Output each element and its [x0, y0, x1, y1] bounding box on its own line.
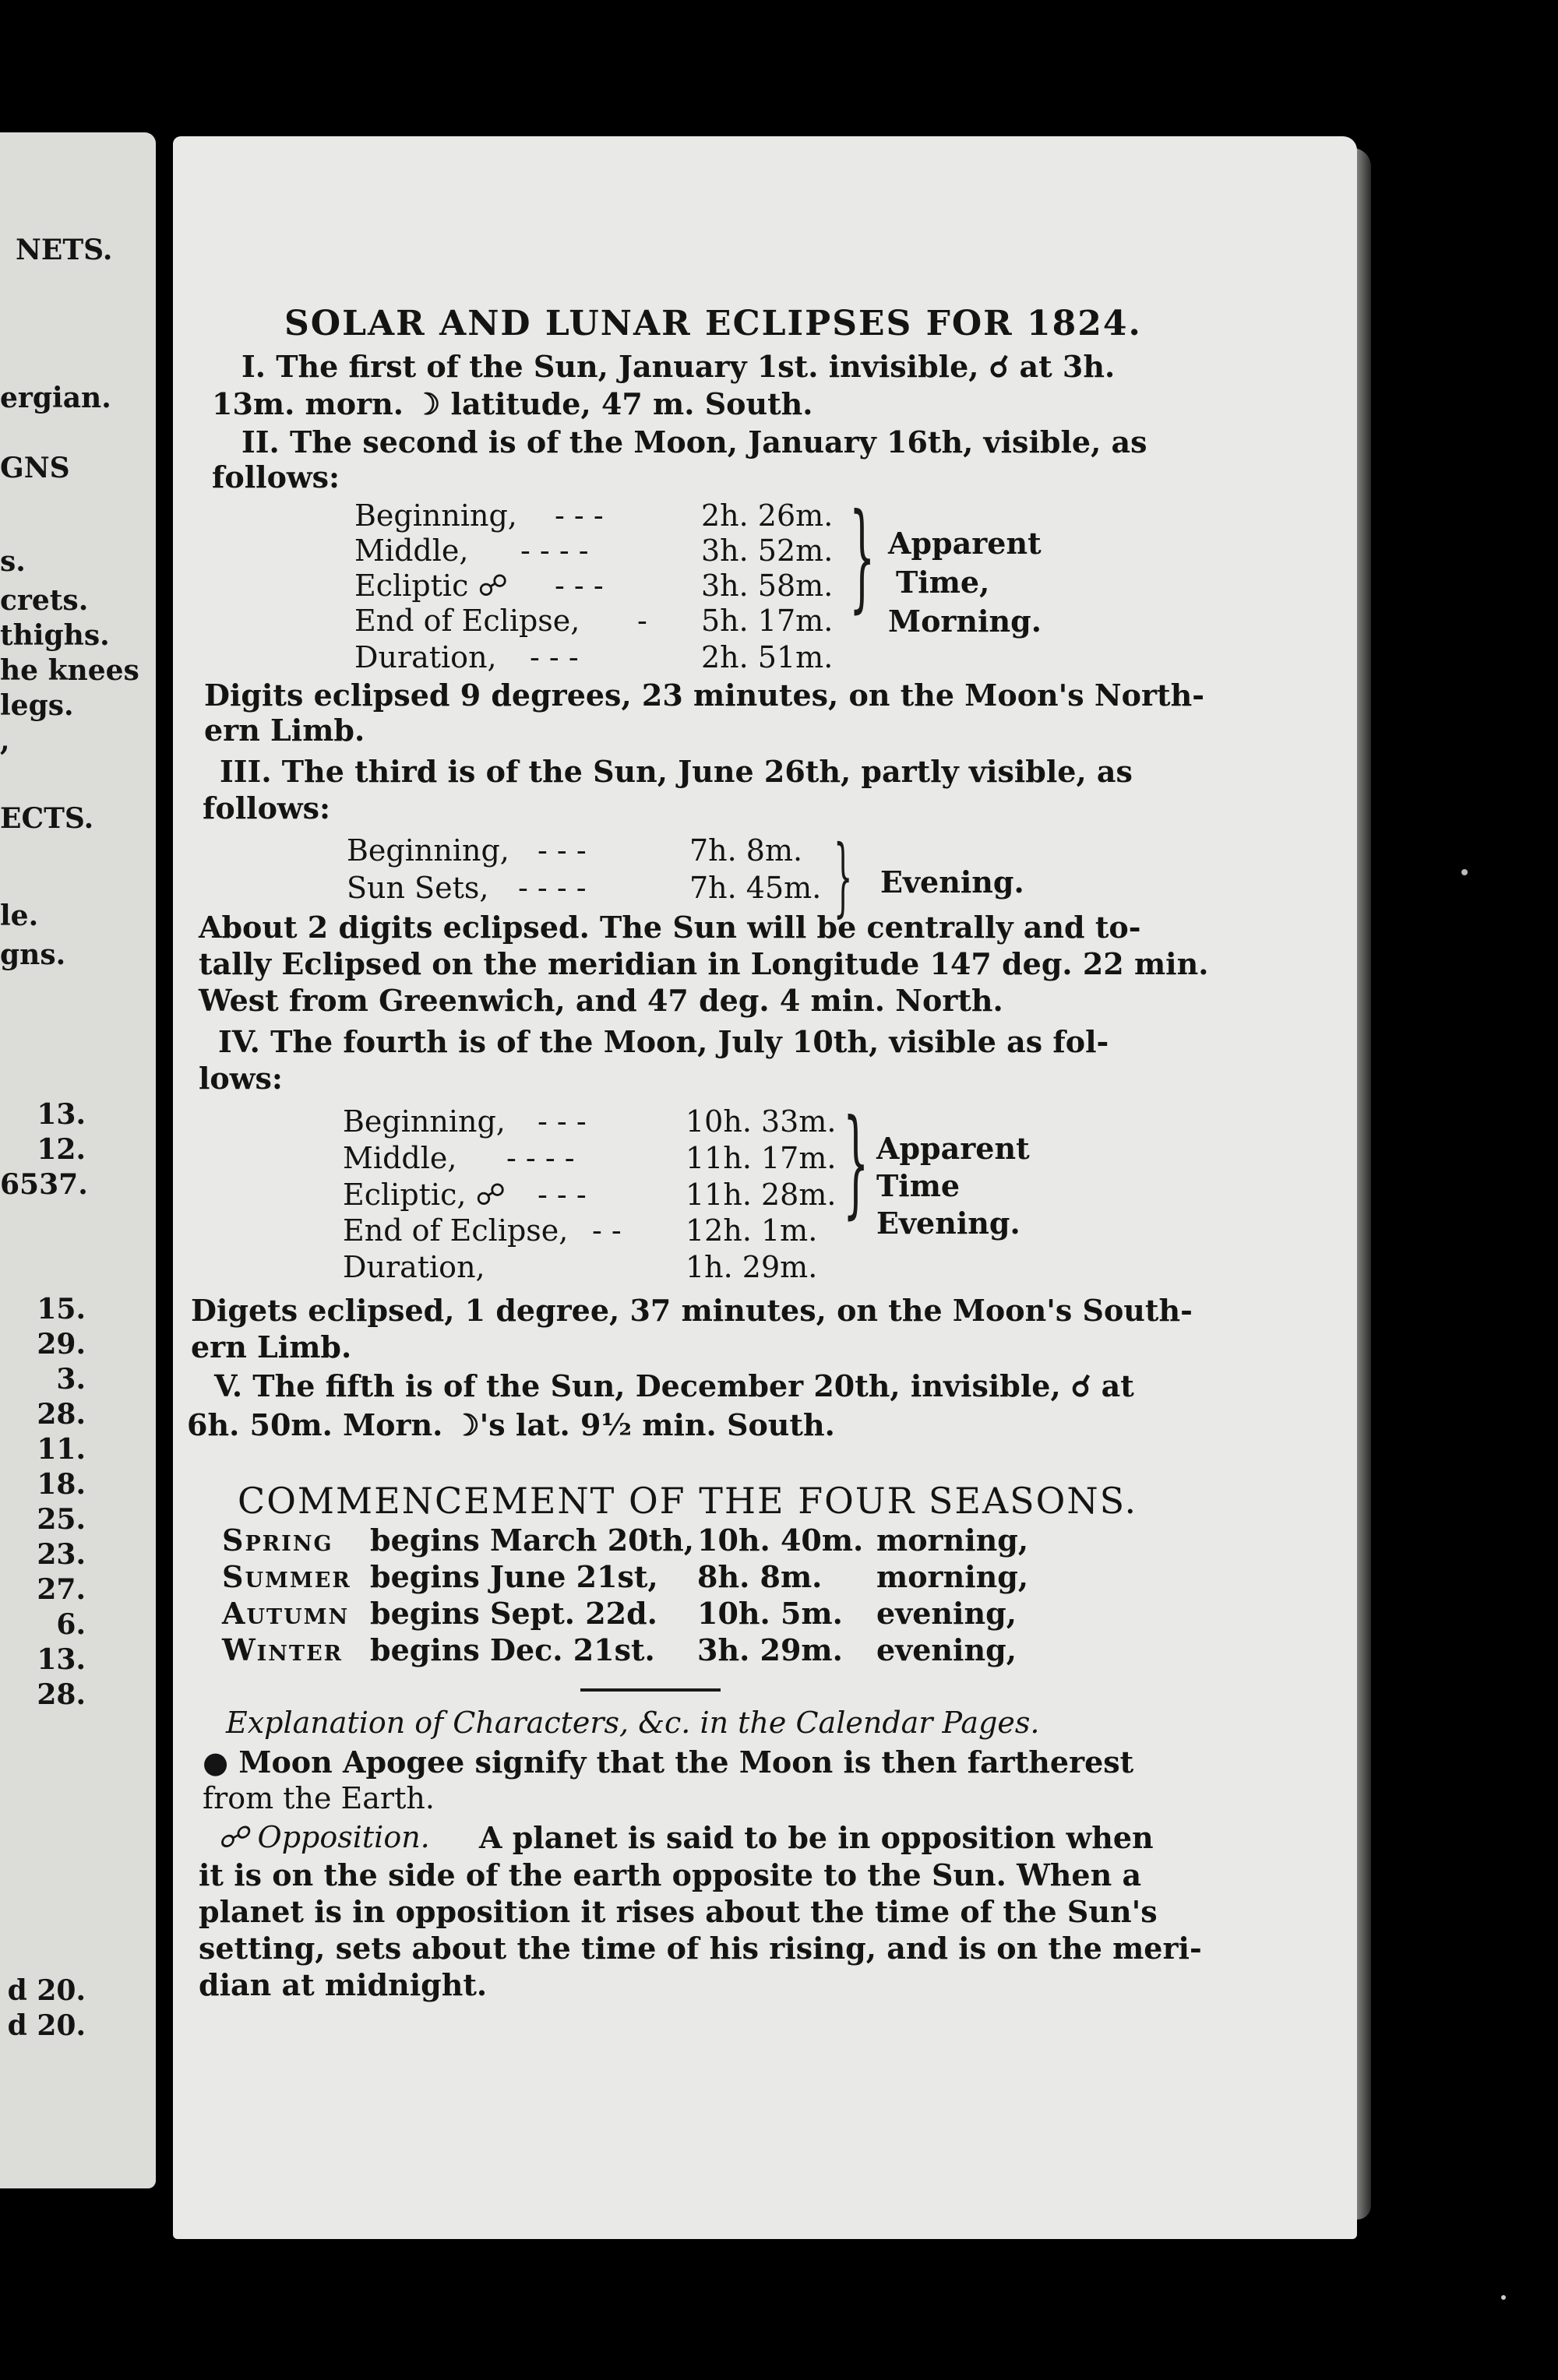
eclipse-3-note: Evening. — [880, 864, 1024, 900]
left-line: thighs. — [0, 619, 110, 652]
eclipse-4-digits-1: Digets eclipsed, 1 degree, 37 minutes, on the Moon's South- — [191, 1293, 1193, 1328]
season-begins: begins June 21st, — [370, 1559, 658, 1594]
section-divider — [580, 1688, 721, 1692]
eclipse-2-row-dots: - — [637, 604, 647, 638]
eclipse-2-note: Apparent — [888, 526, 1042, 561]
eclipse-2-row-label: Ecliptic ☍ — [354, 569, 508, 603]
eclipse-3-text: About 2 digits eclipsed. The Sun will be centrally and to- — [199, 910, 1141, 945]
eclipse-4-row-dots: - - - — [538, 1104, 587, 1139]
season-begins: begins Dec. 21st. — [370, 1632, 655, 1667]
left-number: 11. — [37, 1433, 86, 1466]
season-name: Summer — [222, 1559, 351, 1594]
eclipse-4-note: Time — [876, 1168, 961, 1203]
left-number: 25. — [37, 1503, 86, 1536]
left-page-fragment — [0, 132, 156, 2188]
left-number: 6537. — [0, 1168, 88, 1201]
season-period: morning, — [876, 1523, 1029, 1558]
eclipse-3-text: West from Greenwich, and 47 deg. 4 min. North. — [199, 983, 1003, 1018]
eclipse-4-line-2: lows: — [199, 1061, 283, 1096]
eclipse-2-row-time: 5h. 17m. — [701, 604, 834, 638]
page-title: SOLAR AND LUNAR ECLIPSES FOR 1824. — [284, 304, 1142, 343]
left-number: 23. — [37, 1538, 86, 1571]
left-line: crets. — [0, 584, 89, 617]
eclipse-2-row-dots: - - - — [555, 569, 604, 603]
eclipse-2-row-dots: - - - — [530, 640, 579, 674]
eclipse-2-row-time: 2h. 26m. — [701, 498, 834, 533]
eclipse-3-row-time: 7h. 8m. — [689, 833, 803, 868]
eclipse-4-row-time: 11h. 28m. — [686, 1178, 837, 1212]
left-header-3: GNS — [0, 452, 70, 484]
eclipse-3-row-dots: - - - - — [518, 871, 587, 905]
left-header-1: NETS. — [16, 234, 113, 266]
eclipse-5-line-2: 6h. 50m. Morn. ☽'s lat. 9½ min. South. — [187, 1407, 835, 1442]
eclipse-2-row-time: 3h. 58m. — [701, 569, 834, 603]
seasons-title: COMMENCEMENT OF THE FOUR SEASONS. — [238, 1480, 1138, 1522]
season-begins: begins Sept. 22d. — [370, 1596, 657, 1631]
eclipse-2-brace: } — [849, 489, 876, 625]
eclipse-3-brace: } — [834, 826, 853, 926]
eclipse-4-row-time: 12h. 1m. — [686, 1213, 818, 1248]
eclipse-4-row-dots: - - - — [538, 1178, 587, 1212]
eclipse-3-row-time: 7h. 45m. — [689, 871, 822, 905]
left-number: 13. — [37, 1098, 86, 1131]
eclipse-2-row-time: 3h. 52m. — [701, 533, 834, 568]
left-number: 15. — [37, 1293, 86, 1326]
eclipse-4-line-1: IV. The fourth is of the Moon, July 10th, visible as fol- — [218, 1024, 1109, 1059]
eclipse-4-digits-2: ern Limb. — [191, 1329, 352, 1364]
eclipse-3-line-2: follows: — [203, 790, 331, 826]
eclipse-2-line-1: II. The second is of the Moon, January 16th, visible, as — [241, 424, 1147, 459]
left-number: d 20. — [7, 1974, 86, 2007]
eclipse-1-line-2: 13m. morn. ☽ latitude, 47 m. South. — [212, 386, 813, 421]
opposition-line-1: A planet is said to be in opposition when — [479, 1820, 1154, 1855]
left-line: legs. — [0, 689, 74, 722]
opposition-line: setting, sets about the time of his rising, and is on the meri- — [199, 1931, 1202, 1966]
eclipse-4-row-dots: - - - - — [506, 1141, 575, 1175]
left-number: 27. — [37, 1573, 86, 1606]
left-number: 28. — [37, 1398, 86, 1431]
eclipse-2-digits-2: ern Limb. — [204, 713, 365, 748]
eclipse-2-row-dots: - - - - — [520, 533, 589, 568]
eclipse-4-row-label: Duration, — [343, 1250, 485, 1284]
eclipse-4-note: Evening. — [876, 1206, 1020, 1241]
left-line: gns. — [0, 938, 66, 971]
season-name: Winter — [222, 1632, 344, 1667]
left-line: he knees — [0, 654, 139, 687]
apogee-line-2: from the Earth. — [203, 1781, 435, 1815]
season-time: 10h. 5m. — [697, 1596, 843, 1631]
left-line: , — [0, 724, 10, 757]
eclipse-2-row-label: Beginning, — [354, 498, 517, 533]
left-number: 28. — [37, 1678, 86, 1711]
left-header-4: ECTS. — [0, 802, 94, 835]
left-header-2: ergian. — [0, 382, 111, 414]
opposition-line: dian at midnight. — [199, 1967, 488, 2002]
left-number: d 20. — [7, 2009, 86, 2042]
season-name: Autumn — [222, 1596, 350, 1631]
eclipse-5-line-1: V. The fifth is of the Sun, December 20th, invisible, ☌ at — [214, 1368, 1134, 1403]
left-number: 6. — [56, 1608, 86, 1641]
apogee-line-1: ● Moon Apogee signify that the Moon is then fartherest — [203, 1745, 1134, 1780]
left-number: 12. — [37, 1133, 86, 1166]
left-number: 13. — [37, 1643, 86, 1676]
left-number: 29. — [37, 1328, 86, 1361]
left-line: s. — [0, 545, 26, 578]
eclipse-3-row-dots: - - - — [538, 833, 587, 868]
eclipse-4-row-time: 10h. 33m. — [686, 1104, 837, 1139]
eclipse-2-row-label: End of Eclipse, — [354, 604, 580, 638]
eclipse-2-row-dots: - - - — [555, 498, 604, 533]
eclipse-3-row-label: Beginning, — [347, 833, 509, 868]
eclipse-4-row-label: Ecliptic, ☍ — [343, 1178, 506, 1212]
eclipse-4-row-time: 11h. 17m. — [686, 1141, 837, 1175]
eclipse-4-row-time: 1h. 29m. — [686, 1250, 818, 1284]
eclipse-2-row-label: Middle, — [354, 533, 469, 568]
eclipse-4-note: Apparent — [876, 1131, 1030, 1166]
season-time: 10h. 40m. — [697, 1523, 864, 1558]
left-number: 3. — [56, 1363, 86, 1396]
left-number: 18. — [37, 1468, 86, 1501]
eclipse-4-brace: } — [843, 1095, 869, 1230]
eclipse-2-note: Time, — [896, 565, 990, 600]
explanation-title: Explanation of Characters, &c. in the Calendar Pages. — [226, 1706, 1040, 1740]
opposition-line: it is on the side of the earth opposite to the Sun. When a — [199, 1857, 1142, 1892]
season-period: evening, — [876, 1596, 1017, 1631]
season-name: Spring — [222, 1523, 333, 1558]
eclipse-4-row-label: End of Eclipse, — [343, 1213, 569, 1248]
eclipse-3-text: tally Eclipsed on the meridian in Longitude 147 deg. 22 min. — [199, 946, 1209, 981]
eclipse-4-row-dots: - - — [592, 1213, 622, 1248]
season-begins: begins March 20th, — [370, 1523, 694, 1558]
eclipse-1-line-1: I. The first of the Sun, January 1st. invisible, ☌ at 3h. — [241, 349, 1116, 384]
season-time: 3h. 29m. — [697, 1632, 843, 1667]
opposition-line: planet is in opposition it rises about the time of the Sun's — [199, 1894, 1158, 1929]
eclipse-3-row-label: Sun Sets, — [347, 871, 489, 905]
season-period: evening, — [876, 1632, 1017, 1667]
eclipse-4-row-label: Middle, — [343, 1141, 457, 1175]
eclipse-2-row-time: 2h. 51m. — [701, 640, 834, 674]
left-line: le. — [0, 900, 39, 932]
eclipse-2-row-label: Duration, — [354, 640, 497, 674]
eclipse-4-row-label: Beginning, — [343, 1104, 506, 1139]
opposition-label: ☍ Opposition. — [218, 1820, 430, 1854]
eclipse-3-line-1: III. The third is of the Sun, June 26th, partly visible, as — [220, 754, 1133, 789]
eclipse-2-line-2: follows: — [212, 459, 340, 495]
season-time: 8h. 8m. — [697, 1559, 823, 1594]
eclipse-2-note: Morning. — [888, 604, 1042, 639]
eclipse-2-digits-1: Digits eclipsed 9 degrees, 23 minutes, on the Moon's North- — [204, 678, 1204, 713]
season-period: morning, — [876, 1559, 1029, 1594]
